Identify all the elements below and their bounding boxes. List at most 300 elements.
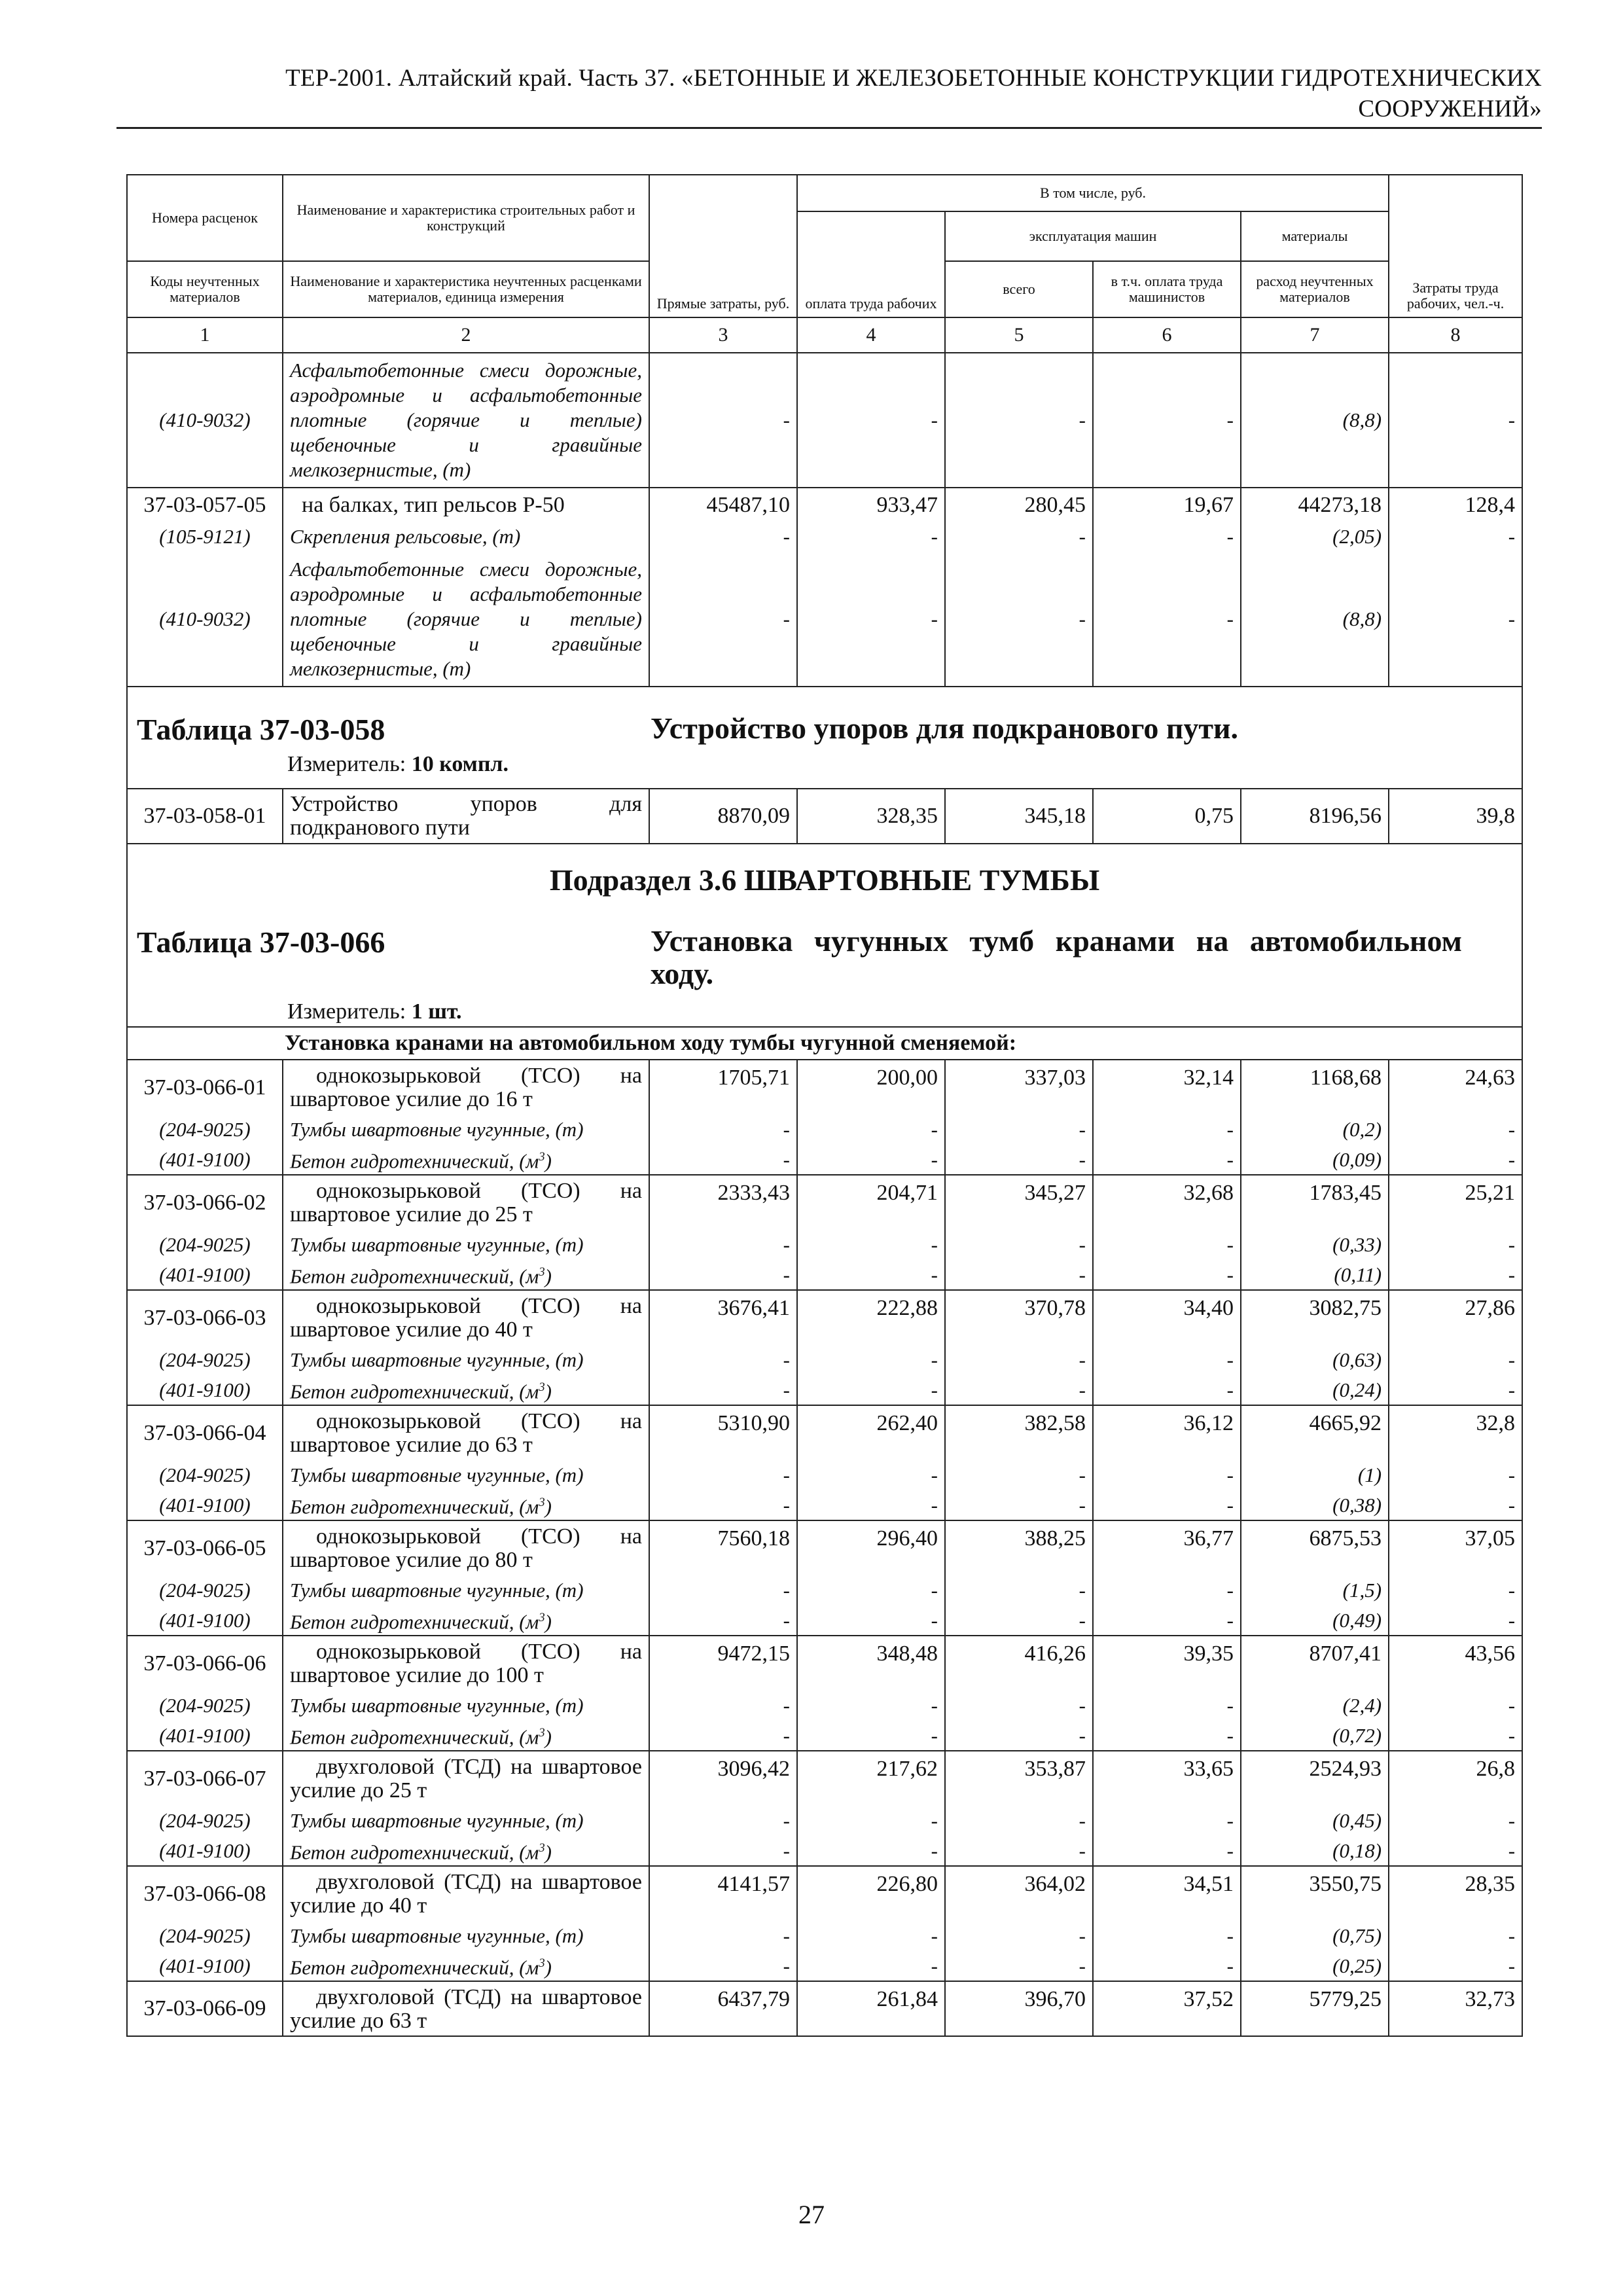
dash-cell: - [649,1230,797,1260]
dash-cell: - [1389,1921,1522,1951]
dash-cell: - [1389,1345,1522,1375]
material-qty: (2,4) [1241,1691,1389,1721]
material-qty: (0,24) [1241,1375,1389,1405]
dash-cell: - [1389,1951,1522,1981]
table-066-heading-row [127,1027,1522,1060]
dash-cell: - [1389,1490,1522,1520]
dash-cell: - [1093,1836,1241,1866]
labor-hours: 32,8 [1389,1405,1522,1460]
unit-close: ) [544,1725,552,1749]
dash-cell: - [1093,1806,1241,1836]
materials-cost: 4665,92 [1241,1405,1389,1460]
column-number: 1 [127,317,283,353]
direct-cost: 3676,41 [649,1290,797,1345]
operators-pay: 34,51 [1093,1866,1241,1921]
material-name-text: Тумбы швартовные чугунные, (т) [290,1694,584,1717]
rate-code: 37-03-066-03 [127,1290,283,1345]
materials-cost: 8707,41 [1241,1636,1389,1691]
direct-cost: 2333,43 [649,1175,797,1230]
dash-cell: - [797,1230,945,1260]
col-head-labor-pay: оплата труда рабочих [797,211,945,317]
table-row [127,1060,1522,1115]
price-table-sheet [126,174,1522,2037]
material-name: Скрепления рельсовые, (т) [283,522,649,552]
material-name-text: Бетон гидротехнический, (м [290,1725,539,1749]
table-066-description: Установка чугунных тумб кранами на автомобильном ходу. [651,924,1462,990]
material-qty: (0,72) [1241,1721,1389,1751]
material-qty: (8,8) [1241,552,1389,687]
dash-cell: - [649,1345,797,1375]
materials-cost: 3082,75 [1241,1290,1389,1345]
direct-cost: 5310,90 [649,1405,797,1460]
labor-hours: 39,8 [1389,789,1522,844]
material-qty: (2,05) [1241,522,1389,552]
col-head-name-bottom: Наименование и характеристика неучтенных расценками материалов, единица измерения [283,261,649,317]
col-head-machines: эксплуатация машин [945,211,1241,261]
dash-cell: - [797,1951,945,1981]
rate-code: 37-03-066-04 [127,1405,283,1460]
rate-code: 37-03-066-07 [127,1751,283,1806]
unit-close: ) [544,1840,552,1864]
dash-cell: - [1093,1575,1241,1605]
unit-close: ) [544,1610,552,1634]
labor-hours: 26,8 [1389,1751,1522,1806]
dash-cell: - [1389,1806,1522,1836]
materials-cost: 6875,53 [1241,1520,1389,1575]
rate-code: 37-03-058-01 [127,789,283,844]
material-code: (204-9025) [127,1691,283,1721]
unit-close: ) [544,1380,552,1403]
dash-cell: - [945,1721,1093,1751]
material-qty: (0,2) [1241,1115,1389,1145]
dash-cell: - [945,1345,1093,1375]
material-code: (105-9121) [127,522,283,552]
table-row [127,488,1522,522]
labor-hours: 32,73 [1389,1981,1522,2036]
table-row [127,1921,1522,1951]
dash-cell: - [797,1260,945,1290]
dash-cell: - [945,1145,1093,1175]
direct-cost: 3096,42 [649,1751,797,1806]
material-code: (204-9025) [127,1921,283,1951]
table-row [127,1230,1522,1260]
dash-cell: - [1093,1115,1241,1145]
material-name [283,1490,649,1520]
labor-pay: 933,47 [797,488,945,522]
material-name-text: Бетон гидротехнический, (м [290,1840,539,1864]
unit-exponent: 3 [539,1726,545,1740]
unit-exponent: 3 [539,1150,545,1164]
material-code: (204-9025) [127,1345,283,1375]
dash-cell: - [945,1605,1093,1636]
dash-cell: - [797,1145,945,1175]
material-qty: (0,18) [1241,1836,1389,1866]
dash-cell: - [945,1490,1093,1520]
table-058-title: Таблица 37-03-058 [137,713,385,746]
table-row [127,1405,1522,1460]
direct-cost: 9472,15 [649,1636,797,1691]
direct-cost: 8870,09 [649,789,797,844]
dash-cell: - [649,1836,797,1866]
dash-cell: - [797,1115,945,1145]
table-row [127,1520,1522,1575]
materials-cost: 1168,68 [1241,1060,1389,1115]
dash-cell: - [797,353,945,488]
dash-cell: - [797,1375,945,1405]
material-name [283,1806,649,1836]
table-row [127,1836,1522,1866]
material-qty: (0,49) [1241,1605,1389,1636]
material-name [283,1115,649,1145]
table-row [127,1751,1522,1806]
dash-cell: - [1389,1230,1522,1260]
col-head-labor-cost: Затраты труда рабочих, чел.-ч. [1389,175,1522,317]
meter-label: Измеритель: [287,999,406,1024]
material-qty: (0,11) [1241,1260,1389,1290]
table-row [127,1981,1522,2036]
table-row [127,1345,1522,1375]
material-name-text: Бетон гидротехнический, (м [290,1149,539,1173]
table-row [127,353,1522,488]
labor-hours: 27,86 [1389,1290,1522,1345]
operators-pay: 19,67 [1093,488,1241,522]
material-code: (401-9100) [127,1490,283,1520]
col-head-operators-pay: в т.ч. оплата труда машинистов [1093,261,1241,317]
dash-cell: - [797,552,945,687]
labor-hours: 128,4 [1389,488,1522,522]
material-name-text: Бетон гидротехнический, (м [290,1380,539,1403]
labor-pay: 217,62 [797,1751,945,1806]
col-head-name-top: Наименование и характеристика строительных работ и конструкций [283,175,649,261]
dash-cell: - [1389,522,1522,552]
machines-total: 388,25 [945,1520,1093,1575]
dash-cell: - [649,552,797,687]
header-divider [116,127,1542,129]
material-code: (401-9100) [127,1375,283,1405]
labor-pay: 204,71 [797,1175,945,1230]
table-058-description: Устройство упоров для подкранового пути. [651,711,1239,745]
meter-label: Измеритель: [287,752,406,776]
dash-cell: - [649,1921,797,1951]
column-number: 8 [1389,317,1522,353]
material-name-text: Бетон гидротехнический, (м [290,1610,539,1634]
table-row [127,1260,1522,1290]
dash-cell: - [945,1575,1093,1605]
material-code: (401-9100) [127,1836,283,1866]
material-qty: (1) [1241,1460,1389,1490]
dash-cell: - [945,1806,1093,1836]
column-number: 2 [283,317,649,353]
dash-cell: - [1093,353,1241,488]
dash-cell: - [1389,353,1522,488]
operators-pay: 37,52 [1093,1981,1241,2036]
dash-cell: - [1093,1230,1241,1260]
dash-cell: - [1093,1921,1241,1951]
material-name [283,1230,649,1260]
meter-value: 10 компл. [411,752,509,776]
material-name-text: Тумбы швартовные чугунные, (т) [290,1924,584,1947]
material-name-text: Тумбы швартовные чугунные, (т) [290,1118,584,1141]
table-row [127,1636,1522,1691]
machines-total: 337,03 [945,1060,1093,1115]
dash-cell: - [1093,1951,1241,1981]
header-row-1 [127,175,1522,211]
dash-cell: - [649,1691,797,1721]
table-row [127,1460,1522,1490]
labor-pay: 328,35 [797,789,945,844]
dash-cell: - [945,1951,1093,1981]
labor-hours: 37,05 [1389,1520,1522,1575]
machines-total: 345,27 [945,1175,1093,1230]
col-head-materials: материалы [1241,211,1389,261]
dash-cell: - [1093,1460,1241,1490]
table-row [127,1375,1522,1405]
dash-cell: - [649,1145,797,1175]
material-name [283,1605,649,1636]
labor-pay: 262,40 [797,1405,945,1460]
table-066-heading: Установка кранами на автомобильном ходу тумбы чугунной сменяемой: [127,1027,1522,1060]
dash-cell: - [797,1460,945,1490]
table-row [127,522,1522,552]
material-code: (204-9025) [127,1575,283,1605]
dash-cell: - [797,1806,945,1836]
direct-cost: 1705,71 [649,1060,797,1115]
table-row [127,1691,1522,1721]
dash-cell: - [945,552,1093,687]
table-row [127,1290,1522,1345]
material-name [283,1951,649,1981]
rate-name: двухголовой (ТСД) на швартовое усилие до 63 т [283,1981,649,2036]
dash-cell: - [1389,1260,1522,1290]
material-name-text: Бетон гидротехнический, (м [290,1265,539,1288]
table-row [127,1806,1522,1836]
dash-cell: - [649,353,797,488]
subsection-heading: Подраздел 3.6 ШВАРТОВНЫЕ ТУМБЫ [549,863,1100,897]
material-code: (204-9025) [127,1460,283,1490]
rate-name: однокозырьковой (ТСО) на швартовое усилие до 25 т [283,1175,649,1230]
rate-name: однокозырьковой (ТСО) на швартовое усилие до 40 т [283,1290,649,1345]
dash-cell: - [1093,1375,1241,1405]
material-name-text: Тумбы швартовные чугунные, (т) [290,1463,584,1486]
labor-pay: 296,40 [797,1520,945,1575]
column-number: 6 [1093,317,1241,353]
machines-total: 382,58 [945,1405,1093,1460]
rate-name: на балках, тип рельсов Р-50 [283,488,649,522]
dash-cell: - [649,1951,797,1981]
material-qty: (0,09) [1241,1145,1389,1175]
dash-cell: - [649,522,797,552]
labor-pay: 222,88 [797,1290,945,1345]
unit-close: ) [544,1956,552,1979]
material-qty: (0,63) [1241,1345,1389,1375]
materials-cost: 44273,18 [1241,488,1389,522]
running-header-line1: ТЕР-2001. Алтайский край. Часть 37. «БЕТОННЫЕ И ЖЕЛЕЗОБЕТОННЫЕ КОНСТРУКЦИИ ГИДРОТЕХНИЧЕСКИХ [285,65,1542,92]
col-head-unaccounted: расход неучтенных материалов [1241,261,1389,317]
material-name [283,1145,649,1175]
machines-total: 280,45 [945,488,1093,522]
rate-code: 37-03-066-09 [127,1981,283,2036]
unit-close: ) [544,1149,552,1173]
table-row [127,552,1522,687]
col-head-direct: Прямые затраты, руб. [649,175,797,317]
material-name-text: Бетон гидротехнический, (м [290,1956,539,1979]
unit-close: ) [544,1265,552,1288]
dash-cell: - [797,522,945,552]
rate-name: двухголовой (ТСД) на швартовое усилие до 25 т [283,1751,649,1806]
direct-cost: 7560,18 [649,1520,797,1575]
table-066-title-row [127,844,1522,1027]
dash-cell: - [1093,552,1241,687]
dash-cell: - [945,522,1093,552]
labor-hours: 43,56 [1389,1636,1522,1691]
dash-cell: - [945,1375,1093,1405]
table-058-title-cell [127,687,1522,789]
material-qty: (0,75) [1241,1921,1389,1951]
dash-cell: - [797,1691,945,1721]
dash-cell: - [1389,1691,1522,1721]
material-code: (410-9032) [127,552,283,687]
dash-cell: - [649,1490,797,1520]
machines-total: 364,02 [945,1866,1093,1921]
material-qty: (8,8) [1241,353,1389,488]
material-qty: (0,38) [1241,1490,1389,1520]
dash-cell: - [1389,1575,1522,1605]
material-name-text: Тумбы швартовные чугунные, (т) [290,1809,584,1832]
price-table [126,174,1523,2037]
table-row [127,1175,1522,1230]
table-058-meter [137,752,1512,777]
machines-total: 345,18 [945,789,1093,844]
table-row [127,1145,1522,1175]
dash-cell: - [649,1115,797,1145]
material-code: (401-9100) [127,1260,283,1290]
rate-code: 37-03-066-06 [127,1636,283,1691]
table-row [127,1866,1522,1921]
column-number: 5 [945,317,1093,353]
machines-total: 416,26 [945,1636,1093,1691]
unit-exponent: 3 [539,1496,545,1510]
direct-cost: 45487,10 [649,488,797,522]
material-name [283,1460,649,1490]
operators-pay: 36,77 [1093,1520,1241,1575]
running-header-line2: СООРУЖЕНИЙ» [1358,96,1542,122]
rate-code: 37-03-066-08 [127,1866,283,1921]
material-code: (410-9032) [127,353,283,488]
rate-name: однокозырьковой (ТСО) на швартовое усилие до 100 т [283,1636,649,1691]
dash-cell: - [1093,1691,1241,1721]
table-row [127,1721,1522,1751]
dash-cell: - [649,1575,797,1605]
labor-pay: 348,48 [797,1636,945,1691]
table-row [127,1115,1522,1145]
material-qty: (1,5) [1241,1575,1389,1605]
col-head-incl: В том числе, руб. [797,175,1389,211]
material-name [283,1345,649,1375]
unit-exponent: 3 [539,1265,545,1280]
dash-cell: - [797,1836,945,1866]
table-row [127,1605,1522,1636]
labor-hours: 28,35 [1389,1866,1522,1921]
dash-cell: - [1093,1145,1241,1175]
operators-pay: 32,14 [1093,1060,1241,1115]
material-name [283,1375,649,1405]
operators-pay: 0,75 [1093,789,1241,844]
dash-cell: - [1389,552,1522,687]
machines-total: 396,70 [945,1981,1093,2036]
unit-exponent: 3 [539,1956,545,1971]
material-code: (204-9025) [127,1115,283,1145]
dash-cell: - [797,1605,945,1636]
dash-cell: - [797,1345,945,1375]
column-number: 7 [1241,317,1389,353]
operators-pay: 39,35 [1093,1636,1241,1691]
table-066-title-cell [127,844,1522,1027]
running-header [118,63,1542,124]
column-number: 4 [797,317,945,353]
material-name-text: Тумбы швартовные чугунные, (т) [290,1348,584,1371]
dash-cell: - [1389,1721,1522,1751]
material-qty: (0,33) [1241,1230,1389,1260]
material-code: (401-9100) [127,1145,283,1175]
material-code: (204-9025) [127,1230,283,1260]
table-row [127,1575,1522,1605]
col-head-code-top: Номера расценок [127,175,283,261]
col-head-total: всего [945,261,1093,317]
column-number-row [127,317,1522,353]
material-name-text: Тумбы швартовные чугунные, (т) [290,1233,584,1256]
dash-cell: - [1093,1721,1241,1751]
operators-pay: 33,65 [1093,1751,1241,1806]
dash-cell: - [797,1490,945,1520]
dash-cell: - [1389,1375,1522,1405]
dash-cell: - [1389,1605,1522,1636]
dash-cell: - [649,1260,797,1290]
material-name-text: Тумбы швартовные чугунные, (т) [290,1579,584,1602]
dash-cell: - [945,1230,1093,1260]
material-name [283,1721,649,1751]
rate-name: Устройство упоров для подкранового пути [283,789,649,844]
machines-total: 370,78 [945,1290,1093,1345]
dash-cell: - [649,1375,797,1405]
rate-name: однокозырьковой (ТСО) на швартовое усилие до 80 т [283,1520,649,1575]
dash-cell: - [945,353,1093,488]
material-name: Асфальтобетонные смеси дорожные, аэродромные и асфальтобетонные плотные (горячие и теплые) щебеночные и гравийные мелкозернистые, (т) [283,353,649,488]
dash-cell: - [945,1691,1093,1721]
material-code: (401-9100) [127,1721,283,1751]
material-name: Асфальтобетонные смеси дорожные, аэродромные и асфальтобетонные плотные (горячие и теплые) щебеночные и гравийные мелкозернистые, (т) [283,552,649,687]
dash-cell: - [1093,1605,1241,1636]
dash-cell: - [1093,1345,1241,1375]
unit-close: ) [544,1495,552,1518]
materials-cost: 8196,56 [1241,789,1389,844]
rate-name: двухголовой (ТСД) на швартовое усилие до 40 т [283,1866,649,1921]
material-name [283,1575,649,1605]
table-058-title-row [127,687,1522,789]
machines-total: 353,87 [945,1751,1093,1806]
table-row [127,789,1522,844]
operators-pay: 36,12 [1093,1405,1241,1460]
dash-cell: - [649,1460,797,1490]
dash-cell: - [649,1605,797,1636]
dash-cell: - [649,1806,797,1836]
dash-cell: - [1093,1490,1241,1520]
dash-cell: - [1389,1460,1522,1490]
rate-code: 37-03-057-05 [127,488,283,522]
dash-cell: - [945,1836,1093,1866]
material-code: (401-9100) [127,1951,283,1981]
dash-cell: - [1093,1260,1241,1290]
dash-cell: - [797,1575,945,1605]
